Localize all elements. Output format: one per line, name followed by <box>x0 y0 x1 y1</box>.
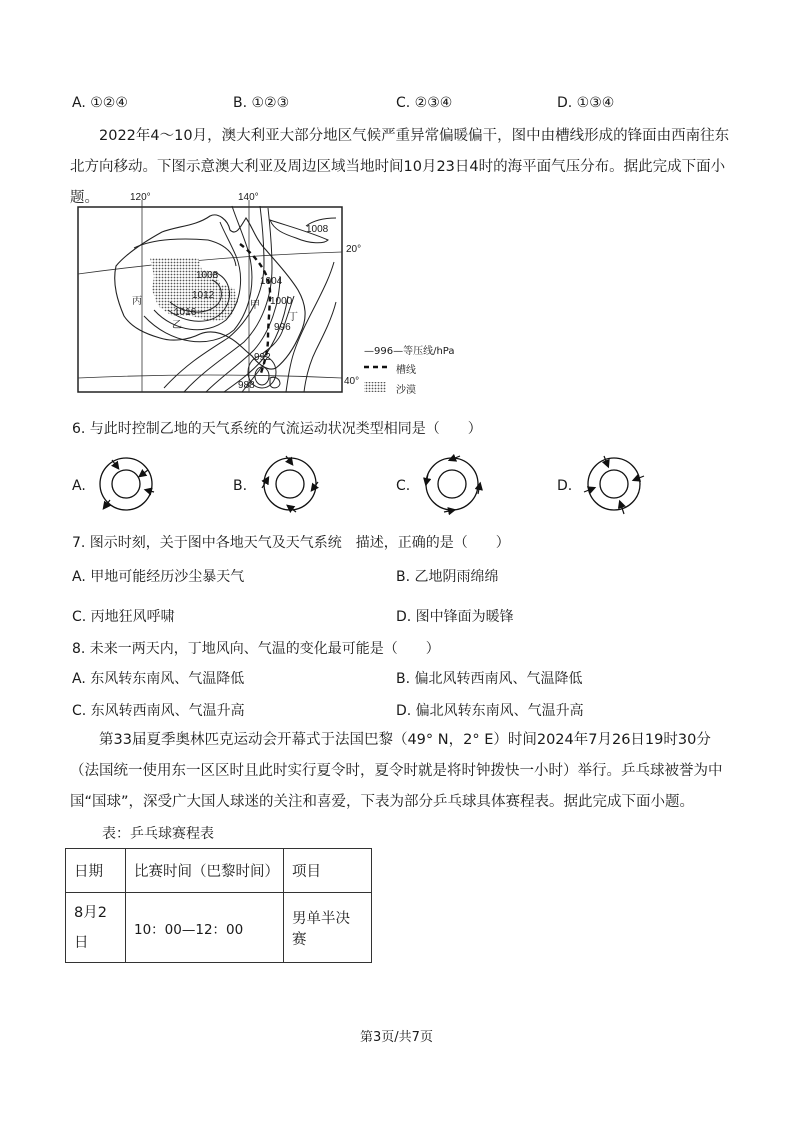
lon-label-120: 120° <box>130 192 151 203</box>
cell-event: 男单半决赛 <box>284 893 372 963</box>
header-time: 比赛时间（巴黎时间） <box>126 849 284 893</box>
q6-choice-b-diagram <box>258 452 322 516</box>
table-caption: 表：乒乓球赛程表 <box>102 826 214 842</box>
q5-option-a: A. ①②④ <box>72 95 128 111</box>
isobar-label-996: 996 <box>274 322 291 333</box>
q8-option-b: B. 偏北风转西南风、气温降低 <box>396 671 583 687</box>
passage-olympics-text: 第33届夏季奥林匹克运动会开幕式于法国巴黎（49° N，2° E）时间2024年7月26日19时30分（法国统一使用东一区区时且此时实行夏令时，夏令时就是将时钟拨快一小时）举行。乒乓球被誉为中国“国球”，深受广大国人球迷的关注和喜爱，下表为部分乒乓球具体赛程表。据此完成下面小题。 <box>70 732 723 810</box>
q7-option-d: D. 图中锋面为暖锋 <box>396 609 514 625</box>
q5-option-d: D. ①③④ <box>557 95 615 111</box>
isobar-label-992: 992 <box>254 352 271 363</box>
q7-option-c: C. 丙地狂风呼啸 <box>72 609 175 625</box>
place-label-bing: 丙 <box>132 296 142 307</box>
isobar-label-1008: 1008 <box>196 270 219 281</box>
page-footer: 第3页/共7页 <box>360 1030 433 1045</box>
q7-option-a: A. 甲地可能经历沙尘暴天气 <box>72 569 245 585</box>
pressure-map-figure <box>74 192 454 400</box>
q8-stem: 8. 未来一两天内，丁地风向、气温的变化最可能是（ ） <box>72 641 440 657</box>
q6-choice-d-label: D. <box>557 478 573 494</box>
isobar-label-1008-ne: 1008 <box>306 224 329 235</box>
place-label-jia: 甲 <box>250 300 260 311</box>
isobar-label-1012: 1012 <box>192 290 215 301</box>
header-date: 日期 <box>66 849 126 893</box>
q6-choice-b-label: B. <box>233 478 248 494</box>
isobar-label-1016: 1016 <box>174 307 197 318</box>
table-row <box>66 893 372 963</box>
isobar-label-1004: 1004 <box>260 276 283 287</box>
passage-olympics <box>70 725 730 818</box>
legend-desert: 沙漠 <box>396 385 416 396</box>
parallel-40 <box>78 375 342 378</box>
q8-option-c: C. 东风转西南风、气温升高 <box>72 703 245 719</box>
q6-stem: 6. 与此时控制乙地的天气系统的气流运动状况类型相同是（ ） <box>72 421 482 437</box>
q6-choice-a-label: A. <box>72 478 86 494</box>
legend-trough: 槽线 <box>396 365 416 376</box>
q6-choice-c-label: C. <box>396 478 411 494</box>
cell-time: 10：00—12：00 <box>126 893 284 963</box>
table-header-row <box>66 849 372 893</box>
lat-label-40: 40° <box>344 376 360 387</box>
q6-choice-a-diagram <box>94 452 158 516</box>
legend-desert-symbol <box>364 382 386 392</box>
q5-option-b: B. ①②③ <box>233 95 290 111</box>
q6-choice-c-diagram <box>420 452 484 516</box>
q6-choice-d-diagram <box>582 452 646 516</box>
isobar-label-1000: 1000 <box>270 296 293 307</box>
legend-isobar: —996—等压线/hPa <box>364 346 455 357</box>
place-label-ding: 丁 <box>288 312 298 323</box>
lat-label-20: 20° <box>346 244 362 255</box>
q5-option-c: C. ②③④ <box>396 95 453 111</box>
isobar-label-988: 988 <box>238 380 255 391</box>
q7-stem: 7. 图示时刻，关于图中各地天气及天气系统 描述，正确的是（ ） <box>72 535 510 551</box>
q8-option-a: A. 东风转东南风、气温降低 <box>72 671 245 687</box>
q8-option-d: D. 偏北风转东南风、气温升高 <box>396 703 584 719</box>
place-label-yi: 乙 <box>172 320 182 331</box>
cell-date: 8月2日 <box>66 893 126 963</box>
schedule-table <box>65 848 372 963</box>
header-event: 项目 <box>284 849 372 893</box>
q7-option-b: B. 乙地阴雨绵绵 <box>396 569 499 585</box>
lon-label-140: 140° <box>238 192 259 203</box>
passage-australia-text: 2022年4～10月，澳大利亚大部分地区气候严重异常偏暖偏干，图中由槽线形成的锋面由西南往东北方向移动。下图示意澳大利亚及周边区域当地时间10月23日4时的海平面气压分布。据此完成下面小题。 <box>70 128 730 206</box>
